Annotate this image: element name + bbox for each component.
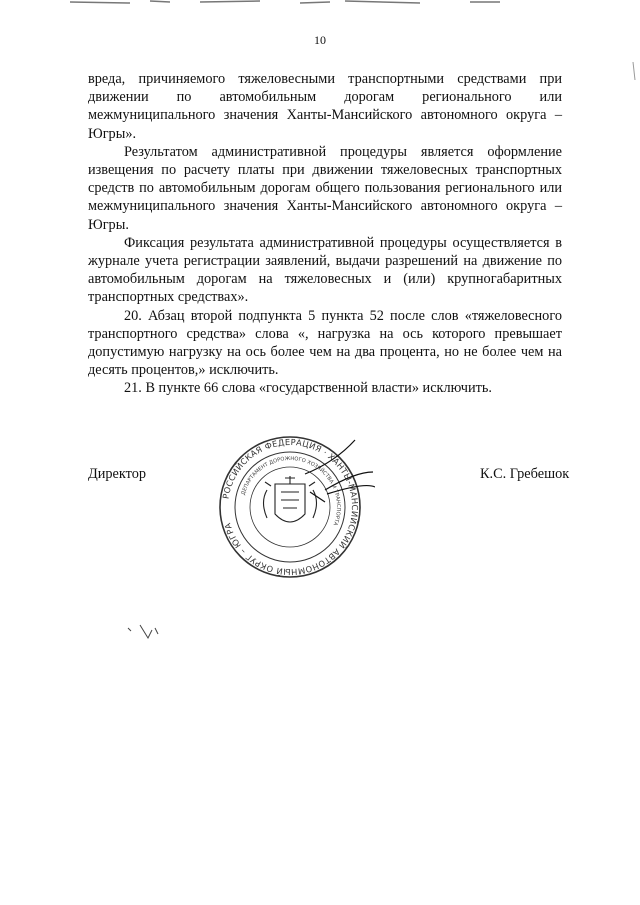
coat-of-arms-icon: [264, 476, 317, 522]
official-seal: [205, 432, 375, 582]
seal-middle-ring: [235, 452, 345, 562]
paragraph-fixation: Фиксация результата административной процедуры осуществляется в журнале учета регистрации заявлений, выдачи разрешений на движение по автомобильным дорогам на тяжеловесных и (или) крупногабаритных транспортных средствах».: [88, 234, 562, 306]
paragraph-item-20: 20. Абзац второй подпункта 5 пункта 52 после слов «тяжеловесного транспортного средства» слова «, нагрузка на ось которого превышает допустимую нагрузку на ось более чем на два процента, но не более чем на десять процентов,» исключить.: [88, 307, 562, 379]
paragraph-item-21: 21. В пункте 66 слова «государственной власти» исключить.: [124, 380, 492, 397]
paragraph-continuation: вреда, причиняемого тяжеловесными транспортными средствами при движении по автомобильным дорогам регионального или межмуниципального значения Ханты-Мансийского автономного округа – Югры».: [88, 71, 562, 142]
scan-edge-artifact: [0, 0, 640, 8]
seal-outer-text: РОССИЙСКАЯ ФЕДЕРАЦИЯ · ХАНТЫ-МАНСИЙСКИЙ АВТОНОМНЫЙ ОКРУГ – ЮГРА: [220, 436, 361, 578]
document-body: [88, 70, 562, 398]
signature-title: Директор: [88, 466, 147, 482]
page-number: 10: [314, 33, 326, 47]
signature-name: К.С. Гребешок: [480, 466, 570, 482]
seal-inner-text: ДЕПАРТАМЕНТ ДОРОЖНОГО ХОЗЯЙСТВА И ТРАНСПОРТА: [240, 455, 342, 527]
paragraph-result: Результатом административной процедуры является оформление извещения по расчету платы при движении тяжеловесных транспортных средств по автомобильным дорогам общего пользования регионального или межмуниципального значения Ханты-Мансийского автономного округа – Югры.: [88, 143, 562, 233]
